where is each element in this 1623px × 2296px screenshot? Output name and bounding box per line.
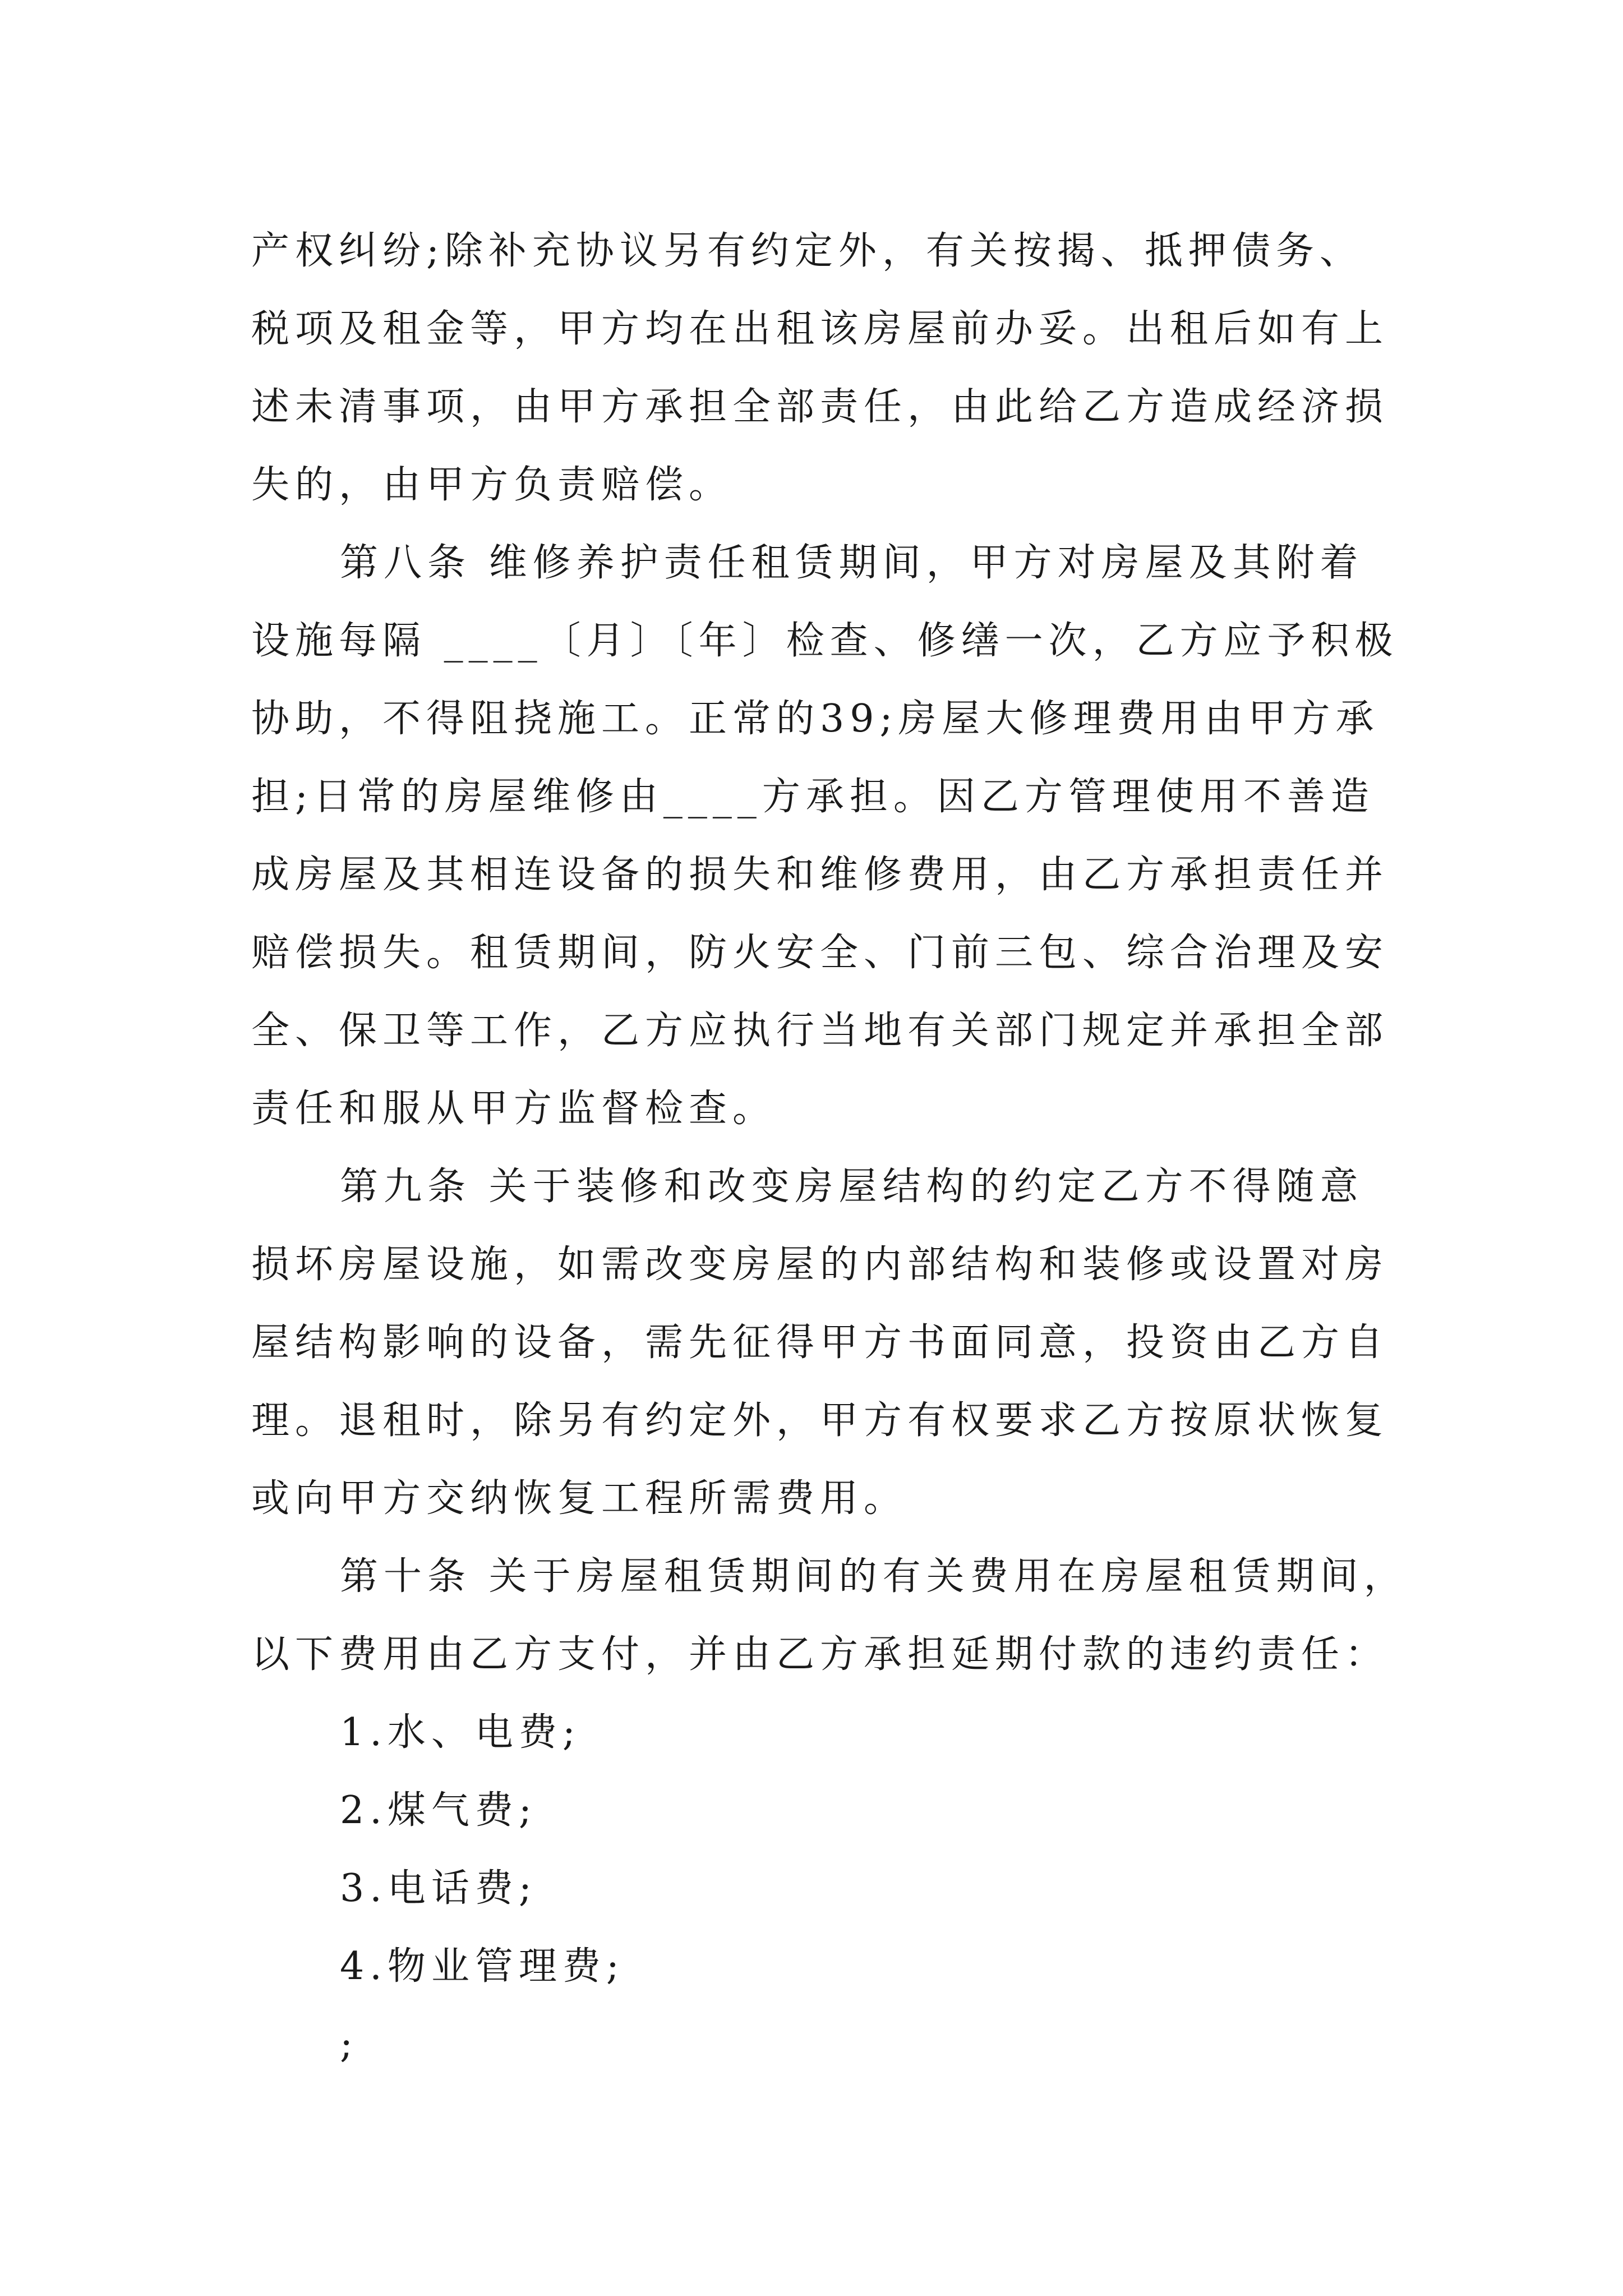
text-line: 述未清事项，由甲方承担全部责任，由此给乙方造成经济损 [251,385,1389,429]
text-line: 产权纠纷;除补充协议另有约定外，有关按揭、抵押债务、 [251,229,1363,273]
document-body [251,212,1408,2083]
text-line: 以下费用由乙方支付，并由乙方承担延期付款的违约责任： [251,1632,1389,1677]
list-item: 1.水、电费; [340,1710,581,1755]
list-item: 4.物业管理费; [340,1944,625,1989]
text-line: 税项及租金等，甲方均在出租该房屋前办妥。出租后如有上 [251,307,1389,351]
text-line: 责任和服从甲方监督检查。 [251,1087,777,1131]
text-line: 设施每隔 ____〔月〕〔年〕检查、修缮一次，乙方应予积极 [251,619,1399,663]
text-line: 成房屋及其相连设备的损失和维修费用，由乙方承担责任并 [251,853,1389,897]
article-10-heading-line: 第十条 关于房屋租赁期间的有关费用在房屋租赁期间， [340,1554,1408,1599]
list-item: ; [340,2022,358,2067]
article-9-heading-line: 第九条 关于装修和改变房屋结构的约定乙方不得随意 [340,1165,1364,1209]
list-item: 2.煤气费; [340,1788,537,1833]
list-item: 3.电话费; [340,1866,537,1911]
text-line: 失的，由甲方负责赔偿。 [251,463,733,507]
article-8-heading-line: 第八条 维修养护责任租赁期间，甲方对房屋及其附着 [340,541,1364,585]
text-line: 或向甲方交纳恢复工程所需费用。 [251,1476,908,1521]
text-line: 全、保卫等工作，乙方应执行当地有关部门规定并承担全部 [251,1009,1389,1053]
text-line: 损坏房屋设施，如需改变房屋的内部结构和装修或设置对房 [251,1243,1389,1287]
text-line: 协助，不得阻挠施工。正常的39;房屋大修理费用由甲方承 [251,697,1380,741]
text-line: 理。退租时，除另有约定外，甲方有权要求乙方按原状恢复 [251,1398,1389,1443]
text-line: 担;日常的房屋维修由____方承担。因乙方管理使用不善造 [251,775,1375,819]
text-line: 赔偿损失。租赁期间，防火安全、门前三包、综合治理及安 [251,931,1389,975]
text-line: 屋结构影响的设备，需先征得甲方书面同意，投资由乙方自 [251,1320,1389,1365]
